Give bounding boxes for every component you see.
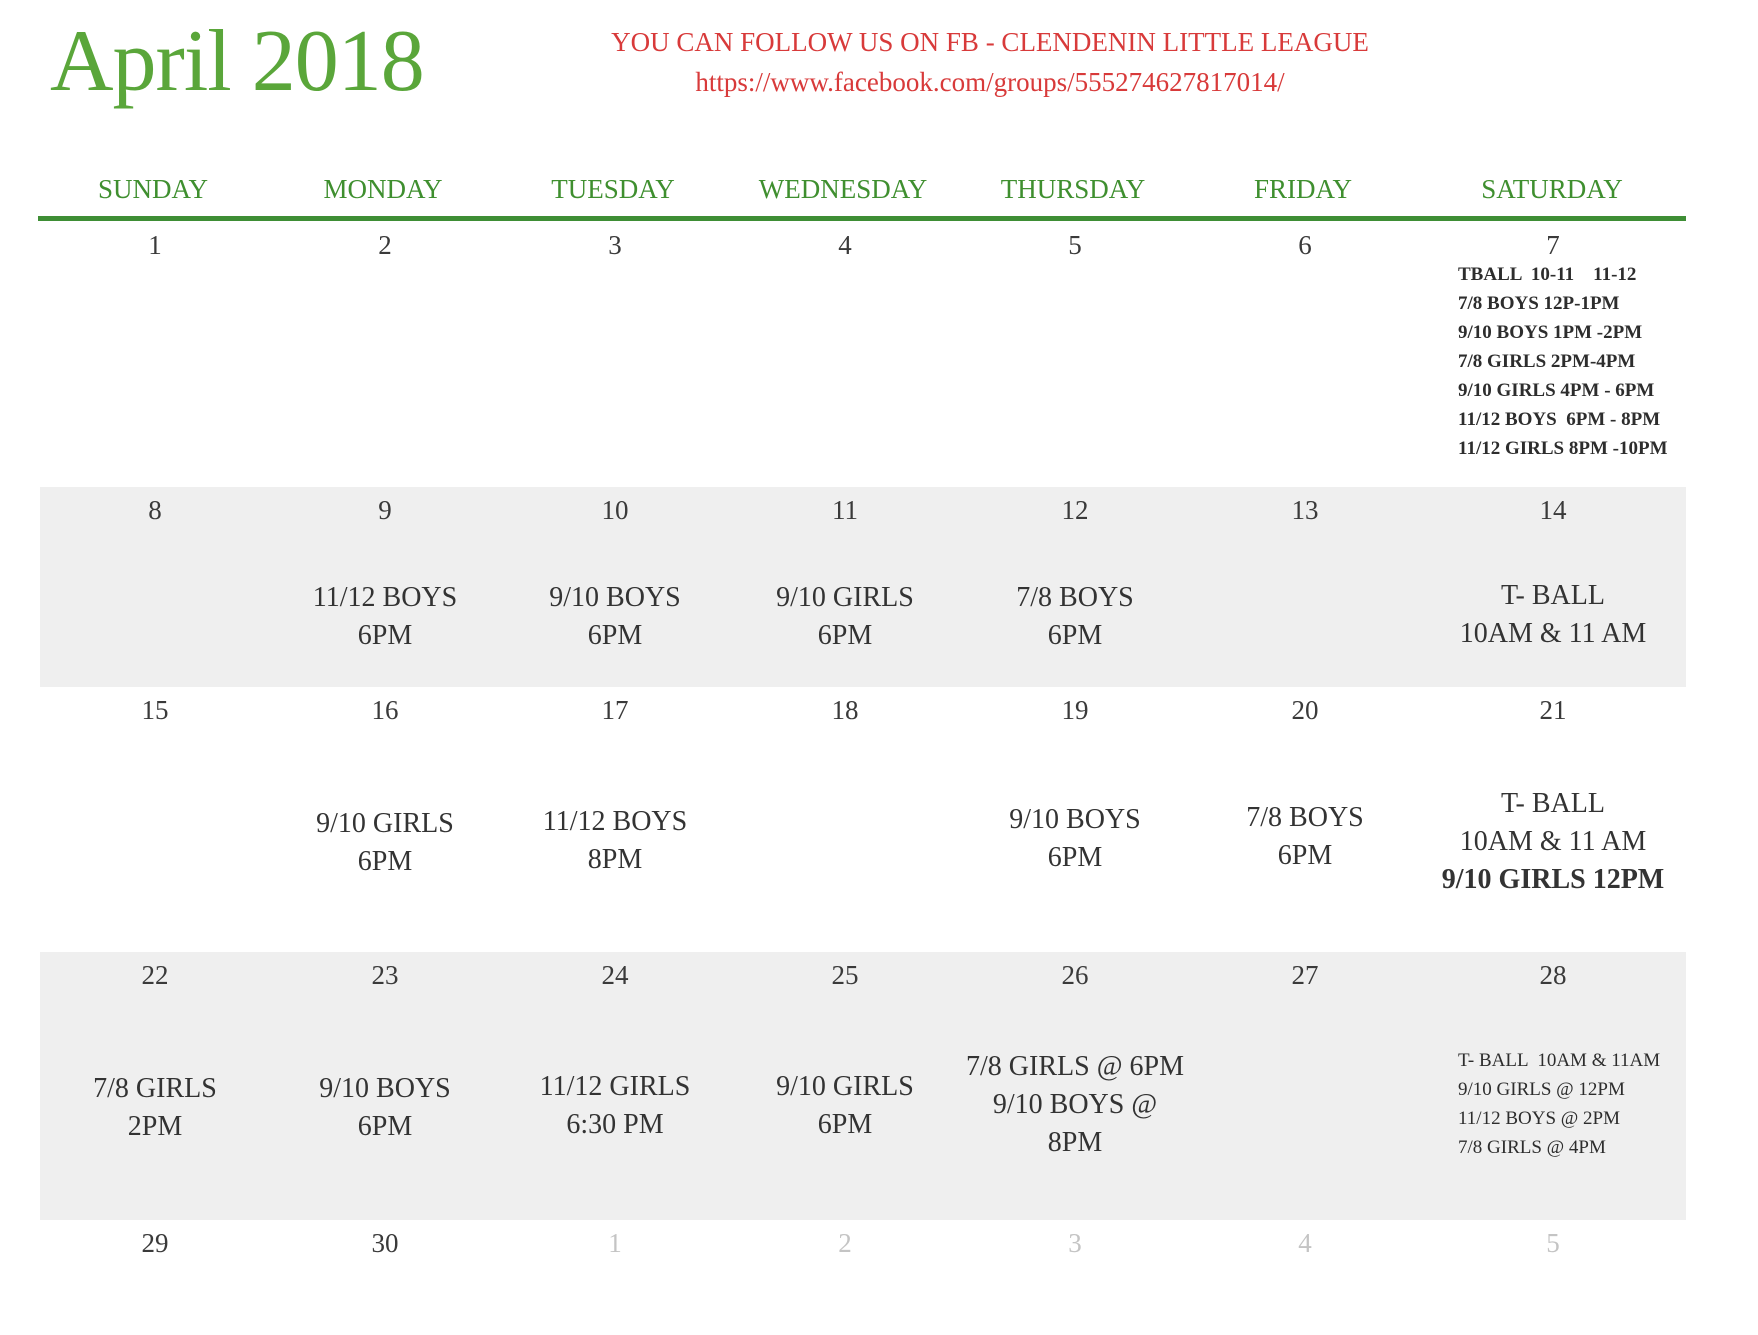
event-line: 6:30 PM	[566, 1109, 664, 1140]
day-cell	[1190, 222, 1420, 487]
day-number: 6	[1298, 230, 1312, 260]
event-line: 6PM	[1277, 840, 1333, 871]
day-cell	[960, 952, 1190, 1220]
event-line: 6PM	[1047, 620, 1103, 651]
day-cell	[1420, 487, 1686, 687]
event-line: 9/10 BOYS @	[992, 1089, 1158, 1120]
event-line: 6PM	[817, 620, 873, 651]
day-cell-next-month	[1190, 1220, 1420, 1320]
day-cell	[730, 952, 960, 1220]
event-line: TBALL 10-11 11-12	[1458, 264, 1637, 285]
day-cell	[40, 1220, 270, 1320]
event-list	[270, 579, 500, 655]
day-cell	[960, 687, 1190, 952]
event-line: 11/12 BOYS 6PM - 8PM	[1458, 409, 1661, 430]
event-line: 7/8 GIRLS 2PM-4PM	[1458, 351, 1636, 372]
day-cell-next-month	[960, 1220, 1190, 1320]
facebook-link[interactable]: https://www.facebook.com/groups/555274627817014/	[695, 67, 1285, 97]
event-list	[1420, 577, 1686, 653]
day-number: 17	[601, 695, 629, 725]
event-list	[960, 1048, 1190, 1162]
day-number: 4	[838, 230, 852, 260]
event-line: 9/10 BOYS	[1009, 804, 1141, 835]
event-line: 9/10 GIRLS	[316, 808, 454, 839]
event-line: 11/12 BOYS	[542, 806, 688, 837]
day-number: 7	[1546, 230, 1560, 260]
event-line: T- BALL 10AM & 11AM	[1458, 1050, 1661, 1071]
day-cell	[270, 487, 500, 687]
week-row-1	[40, 222, 1686, 487]
day-cell	[500, 687, 730, 952]
day-cell	[500, 487, 730, 687]
event-line: 9/10 BOYS	[319, 1073, 451, 1104]
event-list	[270, 805, 500, 881]
event-line: 11/12 GIRLS	[539, 1071, 691, 1102]
day-number: 24	[601, 960, 629, 990]
event-line: 7/8 GIRLS	[93, 1073, 217, 1104]
day-cell	[1420, 222, 1686, 487]
day-cell	[1420, 952, 1686, 1220]
event-line: 9/10 GIRLS 4PM - 6PM	[1458, 380, 1655, 401]
day-number: 15	[141, 695, 169, 725]
day-cell	[730, 222, 960, 487]
day-cell	[730, 687, 960, 952]
event-line: T- BALL	[1501, 788, 1605, 819]
week-row-5	[40, 1220, 1686, 1320]
weekday-tuesday: TUESDAY	[551, 174, 675, 204]
page-title: April 2018	[50, 13, 424, 110]
day-cell	[270, 1220, 500, 1320]
day-cell-next-month	[730, 1220, 960, 1320]
day-number: 26	[1061, 960, 1089, 990]
weekday-header	[38, 165, 1686, 213]
day-cell	[40, 687, 270, 952]
day-number: 2	[378, 230, 392, 260]
event-line: 11/12 BOYS @ 2PM	[1458, 1108, 1620, 1129]
event-list	[730, 579, 960, 655]
weekday-friday: FRIDAY	[1253, 174, 1353, 204]
event-list	[500, 1068, 730, 1144]
header-divider	[38, 216, 1686, 221]
day-cell	[1190, 952, 1420, 1220]
day-number: 21	[1539, 695, 1567, 725]
event-line: 9/10 GIRLS @ 12PM	[1458, 1079, 1625, 1100]
day-number: 5	[1068, 230, 1082, 260]
event-line: 6PM	[357, 846, 413, 877]
day-cell	[1190, 487, 1420, 687]
event-line: 11/12 BOYS	[312, 582, 458, 613]
day-number: 19	[1061, 695, 1089, 725]
event-line: 9/10 GIRLS 12PM	[1441, 864, 1665, 895]
day-cell-next-month	[1420, 1220, 1686, 1320]
day-cell	[270, 222, 500, 487]
day-number: 3	[608, 230, 622, 260]
weekday-monday: MONDAY	[323, 174, 443, 204]
weekday-sunday: SUNDAY	[97, 174, 209, 204]
day-number: 30	[371, 1228, 399, 1258]
day-number: 8	[148, 495, 162, 525]
day-cell-next-month	[500, 1220, 730, 1320]
event-line: 7/8 BOYS	[1246, 802, 1364, 833]
event-list	[960, 801, 1190, 877]
event-line: 7/8 GIRLS @ 6PM	[966, 1051, 1184, 1082]
event-line: 10AM & 11 AM	[1459, 826, 1647, 857]
event-line: 11/12 GIRLS 8PM -10PM	[1458, 438, 1668, 459]
day-number: 18	[831, 695, 859, 725]
day-cell	[270, 952, 500, 1220]
day-number: 5	[1546, 1228, 1560, 1258]
day-number: 4	[1298, 1228, 1312, 1258]
event-list	[270, 1070, 500, 1146]
event-line: 6PM	[357, 1111, 413, 1142]
event-list	[500, 579, 730, 655]
day-cell	[40, 487, 270, 687]
day-cell	[40, 222, 270, 487]
day-cell	[500, 222, 730, 487]
event-list	[730, 1068, 960, 1144]
event-list	[1458, 1046, 1686, 1162]
day-number: 22	[141, 960, 169, 990]
day-number: 11	[832, 495, 858, 525]
event-list	[1458, 260, 1686, 463]
day-number: 29	[141, 1228, 169, 1258]
event-line: 7/8 BOYS 12P-1PM	[1458, 293, 1620, 314]
day-cell	[730, 487, 960, 687]
facebook-promo	[540, 22, 1440, 102]
weekday-wednesday: WEDNESDAY	[758, 174, 928, 204]
event-line: 10AM & 11 AM	[1459, 618, 1647, 649]
day-cell	[1420, 687, 1686, 952]
day-cell	[960, 487, 1190, 687]
event-line: 7/8 BOYS	[1016, 582, 1134, 613]
event-line: 6PM	[817, 1109, 873, 1140]
event-list	[500, 803, 730, 879]
day-number: 27	[1291, 960, 1319, 990]
day-number: 10	[601, 495, 629, 525]
event-line: 9/10 GIRLS	[776, 1071, 914, 1102]
day-number: 3	[1068, 1228, 1082, 1258]
weekday-saturday: SATURDAY	[1481, 174, 1623, 204]
day-number: 2	[838, 1228, 852, 1258]
event-line: 7/8 GIRLS @ 4PM	[1458, 1137, 1606, 1158]
week-row-2	[40, 487, 1686, 687]
day-number: 14	[1539, 495, 1567, 525]
event-line: T- BALL	[1501, 580, 1605, 611]
day-cell	[960, 222, 1190, 487]
event-list	[1420, 785, 1686, 899]
day-number: 12	[1061, 495, 1089, 525]
event-list	[40, 1070, 270, 1146]
day-number: 28	[1539, 960, 1567, 990]
day-number: 16	[371, 695, 399, 725]
event-line: 2PM	[127, 1111, 183, 1142]
day-cell	[500, 952, 730, 1220]
event-list	[1190, 799, 1420, 875]
weekday-thursday: THURSDAY	[1000, 174, 1146, 204]
week-row-3	[40, 687, 1686, 952]
week-row-4	[40, 952, 1686, 1220]
day-number: 1	[148, 230, 162, 260]
event-line: 8PM	[1047, 1127, 1103, 1158]
day-cell	[270, 687, 500, 952]
event-line: 6PM	[1047, 842, 1103, 873]
day-number: 1	[608, 1228, 622, 1258]
event-line: 9/10 GIRLS	[776, 582, 914, 613]
event-line: 6PM	[587, 620, 643, 651]
event-line: 6PM	[357, 620, 413, 651]
event-line: 8PM	[587, 844, 643, 875]
day-number: 20	[1291, 695, 1319, 725]
event-line: 9/10 BOYS	[549, 582, 681, 613]
day-number: 9	[378, 495, 392, 525]
day-cell	[40, 952, 270, 1220]
promo-text: YOU CAN FOLLOW US ON FB - CLENDENIN LITTLE LEAGUE	[611, 27, 1369, 57]
day-cell	[1190, 687, 1420, 952]
day-number: 13	[1291, 495, 1319, 525]
day-number: 23	[371, 960, 399, 990]
event-list	[960, 579, 1190, 655]
event-line: 9/10 BOYS 1PM -2PM	[1458, 322, 1643, 343]
day-number: 25	[831, 960, 859, 990]
